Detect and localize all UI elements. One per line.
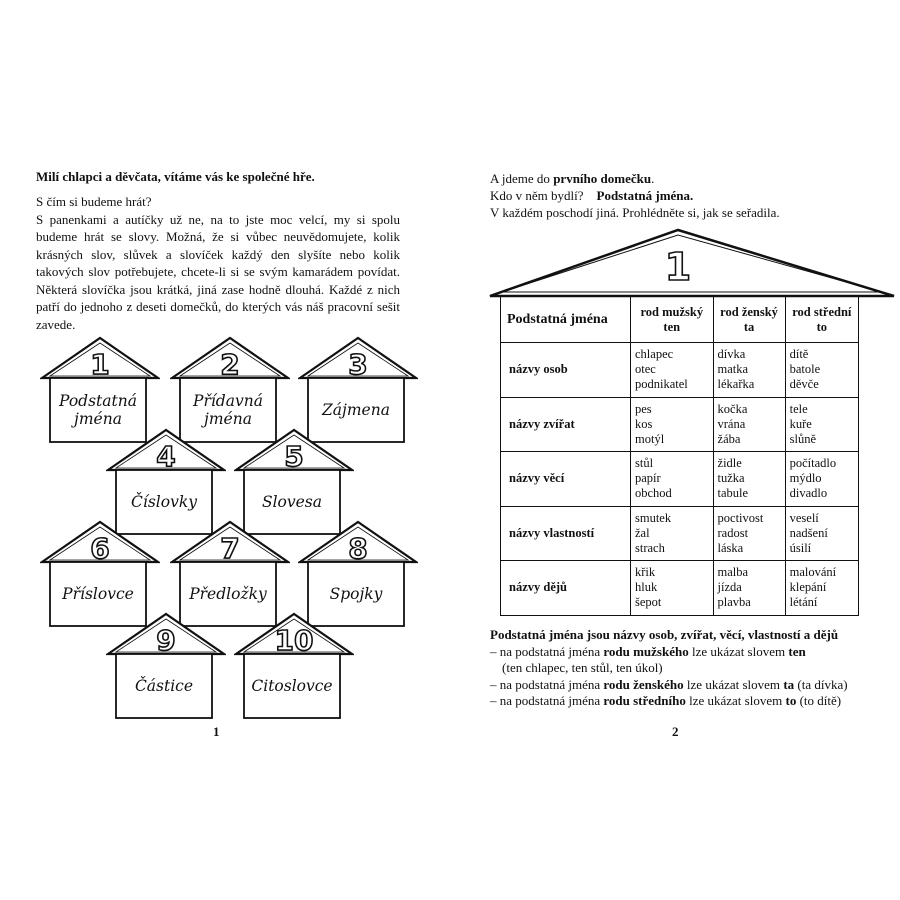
cell-word: hluk <box>635 580 658 595</box>
left-heading: Milí chlapci a děvčata, vítáme vás ke společné hře. <box>36 169 315 184</box>
page-number-right: 2 <box>672 724 679 739</box>
cell-word: vrána <box>717 416 746 431</box>
table-cell <box>713 452 785 507</box>
col-masc: rod mužský ten <box>631 297 714 343</box>
row-label: názvy dějů <box>501 561 631 616</box>
table-cell <box>631 452 714 507</box>
house-label: Předložky <box>189 585 267 603</box>
cell-word: batole <box>789 362 821 377</box>
roof-number: 1 <box>664 245 692 289</box>
table-cell <box>713 343 785 398</box>
noun-table <box>500 296 859 616</box>
cell-word: motýl <box>635 431 665 446</box>
house-label: Slovesa <box>261 493 323 511</box>
cell-word: otec <box>635 362 656 377</box>
cell-word: kuře <box>789 416 812 431</box>
table-cell <box>785 561 858 616</box>
col-neut: rod střední to <box>785 297 858 343</box>
table-row <box>501 561 859 616</box>
table-cell <box>785 506 858 561</box>
house-label: Částice <box>134 677 194 695</box>
cell-word: židle <box>717 456 742 471</box>
cell-word: šepot <box>635 595 662 610</box>
house-label: Číslovky <box>131 493 197 511</box>
cell-word: papír <box>635 471 661 486</box>
rule-line: – na podstatná jména rodu středního lze ukázat slovem to (to dítě) <box>490 693 842 708</box>
rule-line: – na podstatná jména rodu ženského lze ukázat slovem ta (ta dívka) <box>490 676 848 692</box>
cell-word: matka <box>717 362 749 377</box>
house-10 <box>234 612 354 722</box>
cell-word: úsilí <box>789 540 812 555</box>
cell-word: divadlo <box>789 486 828 501</box>
left-page-text <box>36 168 400 333</box>
house-9 <box>106 612 226 722</box>
cell-word: strach <box>635 540 665 555</box>
table-row <box>501 452 859 507</box>
cell-word: láska <box>717 540 744 555</box>
cell-word: počítadlo <box>789 456 837 471</box>
table-corner: Podstatná jména <box>501 297 631 343</box>
house-label: Přídavná jména <box>193 392 263 428</box>
table-row <box>501 397 859 452</box>
cell-word: křik <box>635 565 656 580</box>
cell-word: malba <box>717 565 749 580</box>
page-number-left: 1 <box>213 724 220 739</box>
summary-heading: Podstatná jména jsou názvy osob, zvířat, věcí, vlastností a dějů <box>490 627 839 642</box>
house-label: Zájmena <box>322 401 390 419</box>
row-label: názvy věcí <box>501 452 631 507</box>
cell-word: dívka <box>717 347 746 362</box>
house-number: 8 <box>348 532 368 565</box>
big-house-roof <box>488 226 898 298</box>
rule-line: – na podstatná jména rodu mužského lze ukázat slovem ten <box>490 643 806 659</box>
house-label: Příslovce <box>62 585 134 603</box>
house-number: 9 <box>156 624 176 657</box>
cell-word: veselí <box>789 510 819 525</box>
cell-word: žal <box>635 525 650 540</box>
cell-word: radost <box>717 525 749 540</box>
cell-word: dítě <box>789 347 809 362</box>
left-paragraph: S panenkami a autíčky už ne, na to jste moc velcí, my si spolu budeme hrát se slovy. Možná, že si vůbec neuvědomujete, kolik krásných slov, slůvek a slovíček každý den slyšíte nebo kolik takových slov potřebujete, chcete-li si se svým kamarádem povídat. Některá slovíčka jsou krátká, jiná zase hodně dlouhá. Každé z nich patří do jednoho z deseti domečků, do kterých vás náš pracovní sešit zavede. <box>36 211 400 332</box>
house-number: 1 <box>90 348 110 381</box>
intro-line-1: A jdeme do prvního domečku. <box>490 171 655 186</box>
cell-word: chlapec <box>635 347 674 362</box>
house-number: 3 <box>348 348 368 381</box>
house-number: 5 <box>284 440 304 473</box>
table-cell <box>631 343 714 398</box>
cell-word: tele <box>789 401 808 416</box>
cell-word: kos <box>635 416 653 431</box>
table-row <box>501 343 859 398</box>
cell-word: lékařka <box>717 377 755 392</box>
table-row <box>501 506 859 561</box>
left-question: S čím si budeme hrát? <box>36 194 152 209</box>
cell-word: stůl <box>635 456 654 471</box>
table-cell <box>785 343 858 398</box>
cell-word: plavba <box>717 595 751 610</box>
house-label: Podstatná jména <box>59 392 137 428</box>
cell-word: létání <box>789 595 818 610</box>
cell-word: obchod <box>635 486 672 501</box>
table-cell <box>631 397 714 452</box>
table-cell <box>713 506 785 561</box>
cell-word: klepání <box>789 580 827 595</box>
rule-line: (ten chlapec, ten stůl, ten úkol) <box>502 660 663 675</box>
table-cell <box>713 561 785 616</box>
table-cell <box>713 397 785 452</box>
house-number: 4 <box>156 440 176 473</box>
cell-word: tužka <box>717 471 745 486</box>
cell-word: tabule <box>717 486 749 501</box>
table-cell <box>631 561 714 616</box>
table-cell <box>631 506 714 561</box>
cell-word: malování <box>789 565 837 580</box>
house-label: Spojky <box>329 585 383 603</box>
row-label: názvy osob <box>501 343 631 398</box>
cell-word: poctivost <box>717 510 764 525</box>
cell-word: mýdlo <box>789 471 822 486</box>
house-number: 10 <box>274 624 314 657</box>
col-fem: rod ženský ta <box>713 297 785 343</box>
intro-line-3: V každém poschodí jiná. Prohlédněte si, jak se seřadila. <box>490 205 780 220</box>
intro-line-2: Kdo v něm bydlí? Podstatná jména. <box>490 188 694 203</box>
cell-word: kočka <box>717 401 748 416</box>
house-number: 2 <box>220 348 240 381</box>
table-cell <box>785 452 858 507</box>
house-label: Citoslovce <box>251 677 333 695</box>
cell-word: žába <box>717 431 741 446</box>
house-number: 6 <box>90 532 110 565</box>
cell-word: slůně <box>789 431 816 446</box>
row-label: názvy vlastností <box>501 506 631 561</box>
row-label: názvy zvířat <box>501 397 631 452</box>
cell-word: smutek <box>635 510 672 525</box>
cell-word: nadšení <box>789 525 828 540</box>
cell-word: pes <box>635 401 652 416</box>
right-intro <box>490 170 870 221</box>
cell-word: podnikatel <box>635 377 688 392</box>
summary-block <box>490 627 880 710</box>
table-cell <box>785 397 858 452</box>
cell-word: jízda <box>717 580 742 595</box>
cell-word: děvče <box>789 377 819 392</box>
house-number: 7 <box>220 532 240 565</box>
